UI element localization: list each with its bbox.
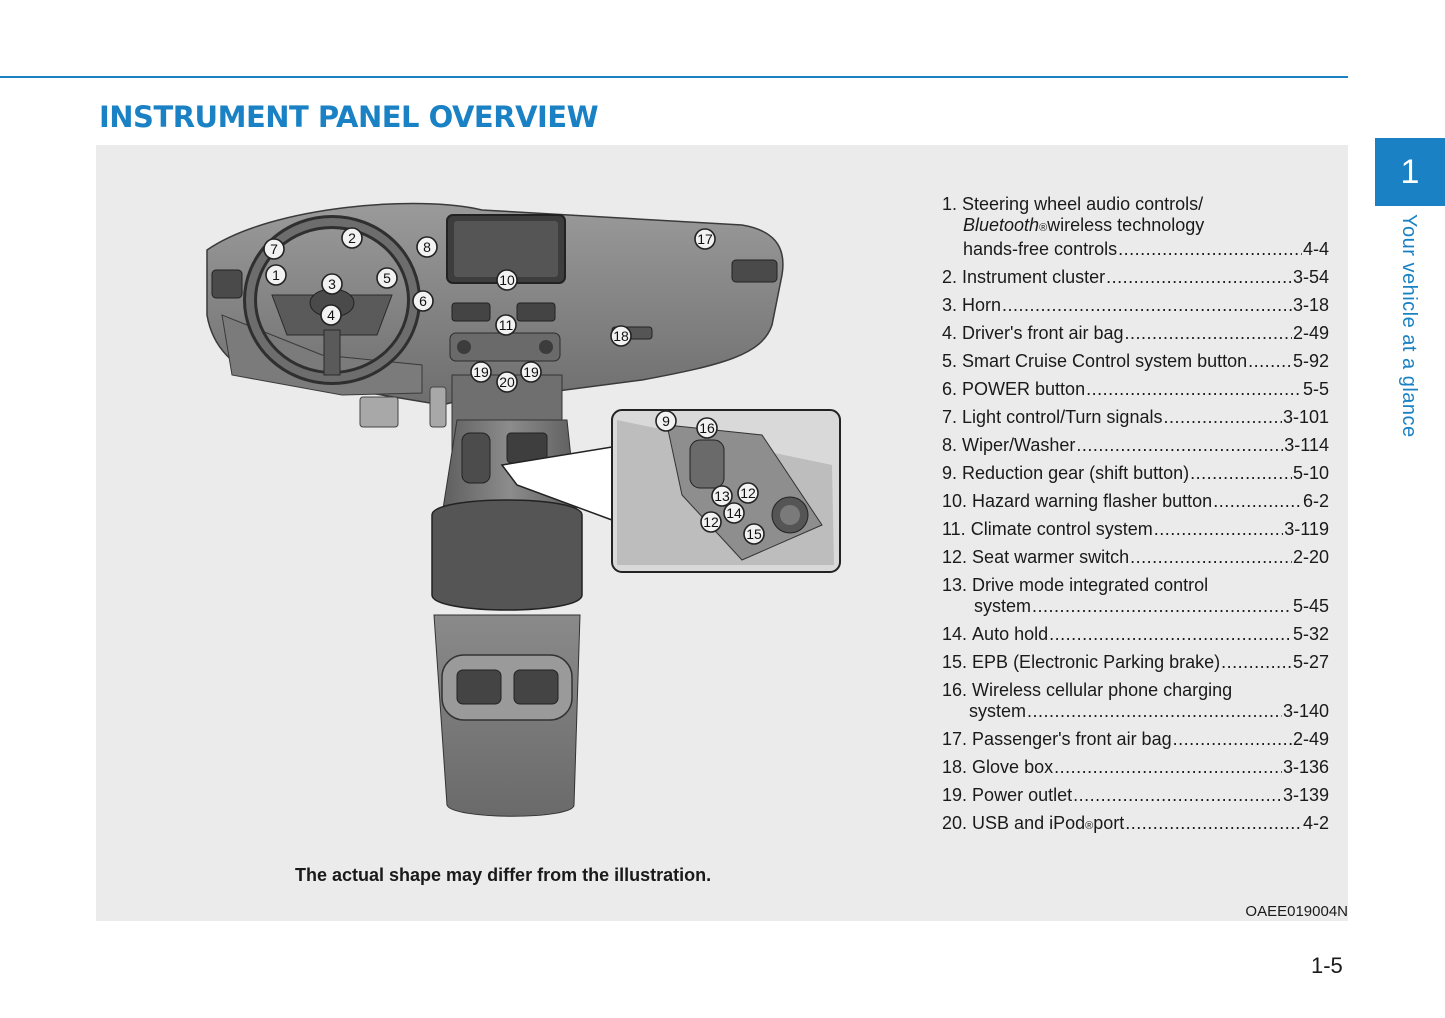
callout-16 — [697, 418, 717, 438]
svg-text:11: 11 — [498, 317, 514, 333]
svg-text:17: 17 — [697, 231, 713, 247]
svg-text:3: 3 — [328, 276, 336, 292]
svg-text:19: 19 — [523, 364, 539, 380]
callout-10 — [497, 270, 517, 290]
legend-item-10: 10. Hazard warning flasher button ..... 6-2 — [942, 491, 1329, 512]
legend-list — [942, 194, 1329, 844]
svg-text:12: 12 — [740, 485, 756, 501]
svg-text:14: 14 — [726, 505, 742, 521]
callout-12b — [701, 512, 721, 532]
legend-item-16: 16. Wireless cellular phone charging system ..... 3-140 — [942, 680, 1329, 722]
figure-caption: The actual shape may differ from the illustration. — [295, 865, 712, 885]
legend-item-3: 3. Horn ..... 3-18 — [942, 295, 1329, 316]
svg-text:1: 1 — [272, 267, 280, 283]
legend-item-19: 19. Power outlet ..... 3-139 — [942, 785, 1329, 806]
legend-item-7: 7. Light control/Turn signals ..... 3-101 — [942, 407, 1329, 428]
legend-item-15: 15. EPB (Electronic Parking brake) ..... 5-27 — [942, 652, 1329, 673]
callout-19b — [521, 362, 541, 382]
callout-9 — [656, 411, 676, 431]
svg-text:18: 18 — [613, 328, 629, 344]
svg-text:12: 12 — [703, 514, 719, 530]
callout-6 — [413, 291, 433, 311]
callout-12 — [738, 483, 758, 503]
svg-text:19: 19 — [473, 364, 489, 380]
svg-text:13: 13 — [714, 488, 730, 504]
callout-3 — [322, 274, 342, 294]
callout-20 — [497, 372, 517, 392]
callout-15 — [744, 524, 764, 544]
legend-item-9: 9. Reduction gear (shift button) ..... 5-10 — [942, 463, 1329, 484]
figure-panel — [96, 145, 1348, 921]
legend-item-20: 20. USB and iPod ® port ..... 4-2 — [942, 813, 1329, 837]
legend-item-2: 2. Instrument cluster ..... 3-54 — [942, 267, 1329, 288]
svg-text:15: 15 — [746, 526, 762, 542]
legend-item-11: 11. Climate control system ..... 3-119 — [942, 519, 1329, 540]
legend-item-5: 5. Smart Cruise Control system button ..... 5-92 — [942, 351, 1329, 372]
page-number: 1-5 — [1311, 953, 1343, 978]
image-code: OAEE019004N — [1245, 903, 1348, 920]
legend-item-4: 4. Driver's front air bag ..... 2-49 — [942, 323, 1329, 344]
callout-4 — [321, 305, 341, 325]
svg-text:5: 5 — [383, 270, 391, 286]
svg-text:6: 6 — [419, 293, 427, 309]
svg-text:20: 20 — [499, 374, 515, 390]
svg-text:8: 8 — [423, 239, 431, 255]
callout-2 — [342, 228, 362, 248]
header-rule — [0, 76, 1348, 78]
svg-text:4: 4 — [327, 307, 335, 323]
callout-18 — [611, 326, 631, 346]
legend-item-8: 8. Wiper/Washer ..... 3-114 — [942, 435, 1329, 456]
svg-text:16: 16 — [699, 420, 715, 436]
legend-item-6: 6. POWER button ..... 5-5 — [942, 379, 1329, 400]
legend-page: 4-4 — [1302, 239, 1329, 259]
callout-1 — [266, 265, 286, 285]
callout-11 — [496, 315, 516, 335]
page-title: INSTRUMENT PANEL OVERVIEW — [99, 100, 599, 134]
legend-item-18: 18. Glove box ..... 3-136 — [942, 757, 1329, 778]
legend-item-12: 12. Seat warmer switch ..... 2-20 — [942, 547, 1329, 568]
callout-5 — [377, 268, 397, 288]
callout-14 — [724, 503, 744, 523]
svg-text:9: 9 — [662, 413, 670, 429]
callout-13 — [712, 486, 732, 506]
callout-19 — [471, 362, 491, 382]
svg-text:10: 10 — [499, 272, 515, 288]
legend-item-17: 17. Passenger's front air bag ..... 2-49 — [942, 729, 1329, 750]
chapter-label: Your vehicle at a glance — [1398, 214, 1420, 438]
instrument-panel-illustration — [122, 165, 897, 835]
svg-text:7: 7 — [270, 241, 278, 257]
callout-17 — [695, 229, 715, 249]
callout-7 — [264, 239, 284, 259]
legend-item-1: 1. Steering wheel audio controls/ Bluetooth ® wireless technology hands-free controls ..... 4-4 — [942, 194, 1329, 260]
legend-item-13: 13. Drive mode integrated control system ..... 5-45 — [942, 575, 1329, 617]
svg-text:2: 2 — [348, 230, 356, 246]
chapter-tab[interactable]: 1 — [1375, 138, 1445, 206]
legend-item-14: 14. Auto hold ..... 5-32 — [942, 624, 1329, 645]
callout-8 — [417, 237, 437, 257]
